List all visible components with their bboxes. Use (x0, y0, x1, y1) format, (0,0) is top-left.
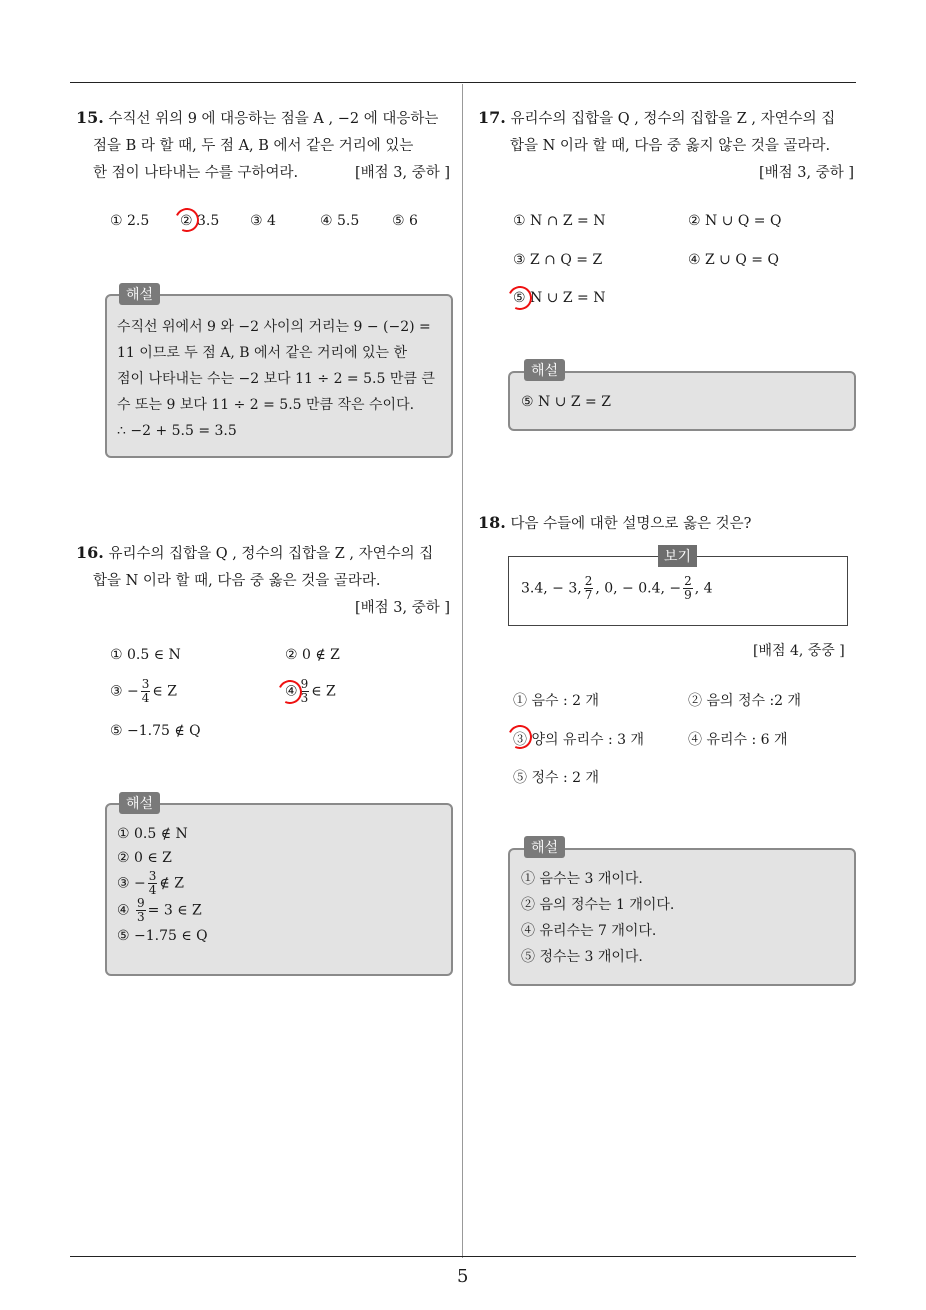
question-17 (478, 104, 858, 187)
solution-line: ① 음수는 3 개이다. (521, 871, 643, 887)
question-number: 15. (76, 108, 104, 127)
solution-tag: 해설 (524, 836, 565, 858)
option-1[interactable]: ① 음수 : 2 개 (513, 693, 599, 709)
page-number: 5 (457, 1266, 469, 1287)
solution-line: ① 0.5 ∉ N (117, 826, 188, 842)
numerator: 9 (137, 896, 145, 910)
option-2[interactable]: ② 0 ∉ Z (285, 647, 340, 663)
option-4[interactable]: ④ 5.5 (320, 213, 360, 229)
solution-text (521, 389, 611, 415)
column-divider (462, 84, 463, 1258)
option-2[interactable]: ② 음의 정수 :2 개 (688, 693, 802, 709)
option-5[interactable]: ⑤ 6 (392, 213, 418, 229)
points-label: [배점 4, 중중 ] (753, 643, 845, 659)
question-15 (76, 104, 454, 187)
solution-line: ⑤ −1.75 ∈ Q (117, 928, 208, 944)
solution-text (521, 866, 674, 970)
option-3[interactable]: ③ 4 (250, 213, 276, 229)
number-list-part: , 0, − 0.4, − (595, 580, 682, 597)
question-number: 18. (478, 513, 506, 532)
solution-line (117, 897, 208, 924)
solution-line: ② 음의 정수는 1 개이다. (521, 897, 675, 913)
number-list-part: 3.4, − 3, (521, 580, 582, 597)
solution-tag: 해설 (119, 792, 160, 814)
question-text-line: 수직선 위의 9 에 대응하는 점을 A , −2 에 대응하는 (108, 111, 439, 127)
question-number: 17. (478, 108, 506, 127)
question-text-line: 유리수의 집합을 Q , 정수의 집합을 Z , 자연수의 집 (108, 546, 434, 562)
example-numbers (521, 575, 713, 602)
numerator: 2 (684, 574, 692, 588)
question-text-line: 합을 N 이라 할 때, 다음 중 옳지 않은 것을 골라라. (510, 138, 831, 154)
option-4[interactable]: ④ 유리수 : 6 개 (688, 732, 788, 748)
solution-line: ④ 유리수는 7 개이다. (521, 923, 657, 939)
option-5[interactable]: ⑤ 정수 : 2 개 (513, 770, 599, 786)
option-prefix: ③ − (110, 683, 139, 700)
points-label: [배점 3, 중하 ] (758, 165, 854, 181)
option-1[interactable]: ① N ∩ Z = N (513, 213, 606, 229)
option-1[interactable]: ① 0.5 ∈ N (110, 647, 181, 663)
question-number: 16. (76, 543, 104, 562)
denominator: 3 (300, 691, 309, 705)
number-list-part: , 4 (694, 580, 713, 597)
solution-text (117, 822, 208, 948)
numerator: 3 (148, 869, 157, 883)
numerator: 2 (584, 574, 593, 588)
solution-line: 수 또는 9 보다 11 ÷ 2 = 5.5 만큼 작은 수이다. (117, 397, 415, 413)
option-3[interactable]: ③ Z ∩ Q = Z (513, 252, 603, 268)
denominator: 9 (684, 588, 692, 602)
option-2[interactable]: ② N ∪ Q = Q (688, 213, 782, 229)
solution-tag: 해설 (524, 359, 565, 381)
solution-line: ⑤ N ∪ Z = Z (521, 394, 611, 410)
fraction (148, 870, 158, 897)
option-5[interactable]: ⑤ N ∪ Z = N (513, 290, 606, 306)
answer-mark (172, 205, 203, 236)
option-prefix: ④ (285, 683, 298, 700)
solution-tag: 해설 (119, 283, 160, 305)
solution-line: 점이 나타내는 수는 −2 보다 11 ÷ 2 = 5.5 만큼 큰 (117, 371, 435, 387)
solution-suffix: = 3 ∈ Z (147, 902, 202, 919)
option-3[interactable] (110, 678, 177, 705)
denominator: 3 (137, 910, 145, 924)
solution-line (117, 870, 208, 897)
fraction (683, 575, 693, 602)
option-suffix: ∈ Z (152, 683, 177, 700)
solution-line: ② 0 ∈ Z (117, 850, 172, 866)
points-label: [배점 3, 중하 ] (354, 600, 450, 616)
solution-suffix: ∉ Z (159, 875, 184, 892)
numerator: 3 (141, 677, 150, 691)
question-text-line: 한 점이 나타내는 수를 구하여라. (93, 165, 299, 181)
question-text-line: 점을 B 라 할 때, 두 점 A, B 에서 같은 거리에 있는 (93, 138, 414, 154)
bottom-rule (70, 1256, 856, 1257)
example-tag: 보기 (658, 545, 697, 567)
option-suffix: ∈ Z (311, 683, 336, 700)
fraction (584, 575, 594, 602)
option-4[interactable]: ④ Z ∪ Q = Q (688, 252, 779, 268)
solution-line: ⑤ 정수는 3 개이다. (521, 949, 643, 965)
option-1[interactable]: ① 2.5 (110, 213, 150, 229)
fraction (141, 678, 151, 705)
option-2[interactable]: ② 3.5 (180, 213, 220, 229)
solution-line: ∴ −2 + 5.5 = 3.5 (117, 423, 237, 439)
solution-text (117, 314, 435, 444)
option-5[interactable]: ⑤ −1.75 ∉ Q (110, 723, 201, 739)
denominator: 4 (141, 691, 150, 705)
option-3[interactable]: ③ 양의 유리수 : 3 개 (513, 732, 645, 748)
numerator: 9 (300, 677, 309, 691)
fraction (136, 897, 146, 924)
question-16 (76, 539, 454, 622)
answer-mark (505, 283, 536, 314)
question-text-line: 합을 N 이라 할 때, 다음 중 옳은 것을 골라라. (93, 573, 381, 589)
question-text-line: 다음 수들에 대한 설명으로 옳은 것은? (510, 516, 752, 532)
denominator: 4 (148, 883, 157, 897)
question-18 (478, 509, 858, 538)
top-rule (70, 82, 856, 83)
solution-line: 수직선 위에서 9 와 −2 사이의 거리는 9 − (−2) = (117, 319, 431, 335)
solution-line: 11 이므로 두 점 A, B 에서 같은 거리에 있는 한 (117, 345, 408, 361)
solution-prefix: ③ − (117, 875, 146, 892)
solution-prefix: ④ (117, 902, 130, 919)
points-label: [배점 3, 중하 ] (354, 165, 450, 181)
denominator: 7 (584, 588, 593, 602)
question-text-line: 유리수의 집합을 Q , 정수의 집합을 Z , 자연수의 집 (510, 111, 836, 127)
